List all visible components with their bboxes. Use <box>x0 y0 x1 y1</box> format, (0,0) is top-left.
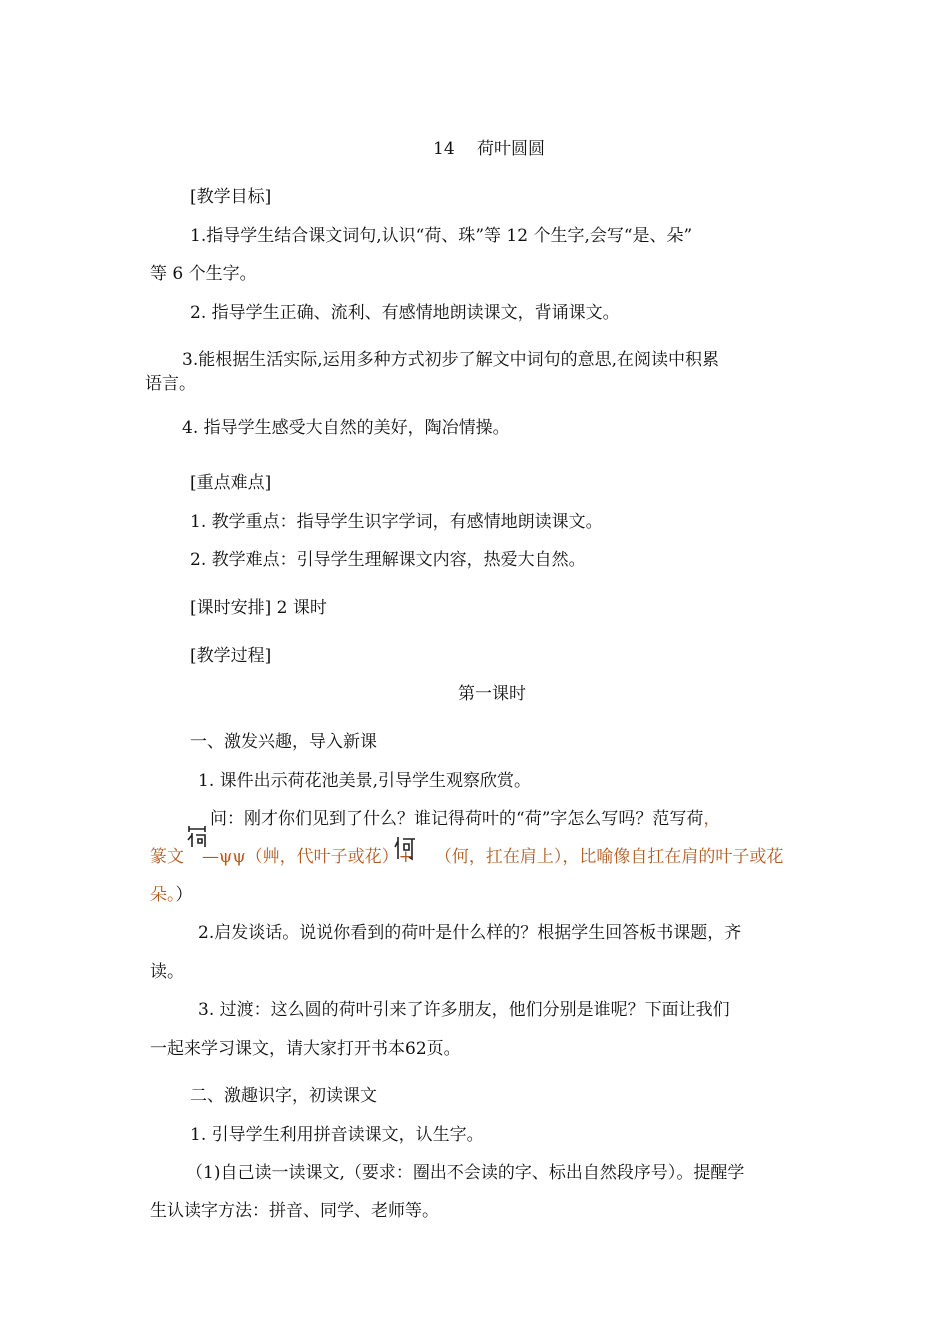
section-2-para-2-line-2: 生认读字方法：拼音、同学、老师等。 <box>150 1201 439 1221</box>
section-1-para-3-line-1: 2.启发谈话。说说你看到的荷叶是什么样的？根据学生回答板书课题，齐 <box>198 923 742 943</box>
section-1-para-4-line-1: 3. 过渡：这么圆的荷叶引来了许多朋友，他们分别是谁呢？下面让我们 <box>198 1000 730 1020</box>
keypoint-2: 2. 教学难点：引导学生理解课文内容，热爱大自然。 <box>190 550 586 570</box>
schedule: [课时安排] 2 课时 <box>190 598 327 618</box>
goal-1-line-2: 等 6 个生字。 <box>150 264 257 284</box>
lesson-subtitle: 第一课时 <box>458 684 526 704</box>
goals-heading: [教学目标] <box>190 187 272 207</box>
goal-2: 2. 指导学生正确、流利、有感情地朗读课文，背诵课文。 <box>190 303 620 323</box>
section-1-heading: 一、激发兴趣，导入新课 <box>190 732 377 752</box>
goal-4: 4. 指导学生感受大自然的美好，陶冶情操。 <box>182 418 510 438</box>
keypoints-heading: [重点难点] <box>190 473 272 493</box>
section-2-para-1: 1. 引导学生利用拼音读课文，认生字。 <box>190 1125 484 1145</box>
section-1-para-3-line-2: 读。 <box>150 962 184 982</box>
section-2-heading: 二、激趣识字，初读课文 <box>190 1086 377 1106</box>
section-2-para-2-line-1: （1)自己读一读课文,（要求：圈出不会读的字、标出自然段序号）。提醒学 <box>186 1163 745 1183</box>
section-1-para-1: 1. 课件出示荷花池美景,引导学生观察欣赏。 <box>198 771 532 791</box>
keypoint-1: 1. 教学重点：指导学生识字学词，有感情地朗读课文。 <box>190 512 603 532</box>
goal-1-line-1: 1.指导学生结合课文词句,认识“荷、珠”等 12 个生字,会写“是、朵” <box>190 226 693 246</box>
lesson-title: 14 荷叶圆圆 <box>433 139 546 159</box>
process-heading: [教学过程] <box>190 646 272 666</box>
section-1-para-2-line-2: 篆文 —ψψ（艸，代叶子或花）+ （何，扛在肩上），比喻像自扛在肩的叶子或花 <box>150 847 784 867</box>
section-1-para-2-line-3: 朵。） <box>150 885 193 905</box>
section-1-para-2-line-1: 问：刚才你们见到了什么？谁记得荷叶的“荷”字怎么写吗？范写荷， <box>210 809 721 829</box>
goal-3-line-2: 语言。 <box>145 374 196 394</box>
goal-3-line-1: 3.能根据生活实际,运用多种方式初步了解文中词句的意思,在阅读中积累 <box>182 350 720 370</box>
section-1-para-4-line-2: 一起来学习课文，请大家打开书本62页。 <box>150 1039 461 1059</box>
